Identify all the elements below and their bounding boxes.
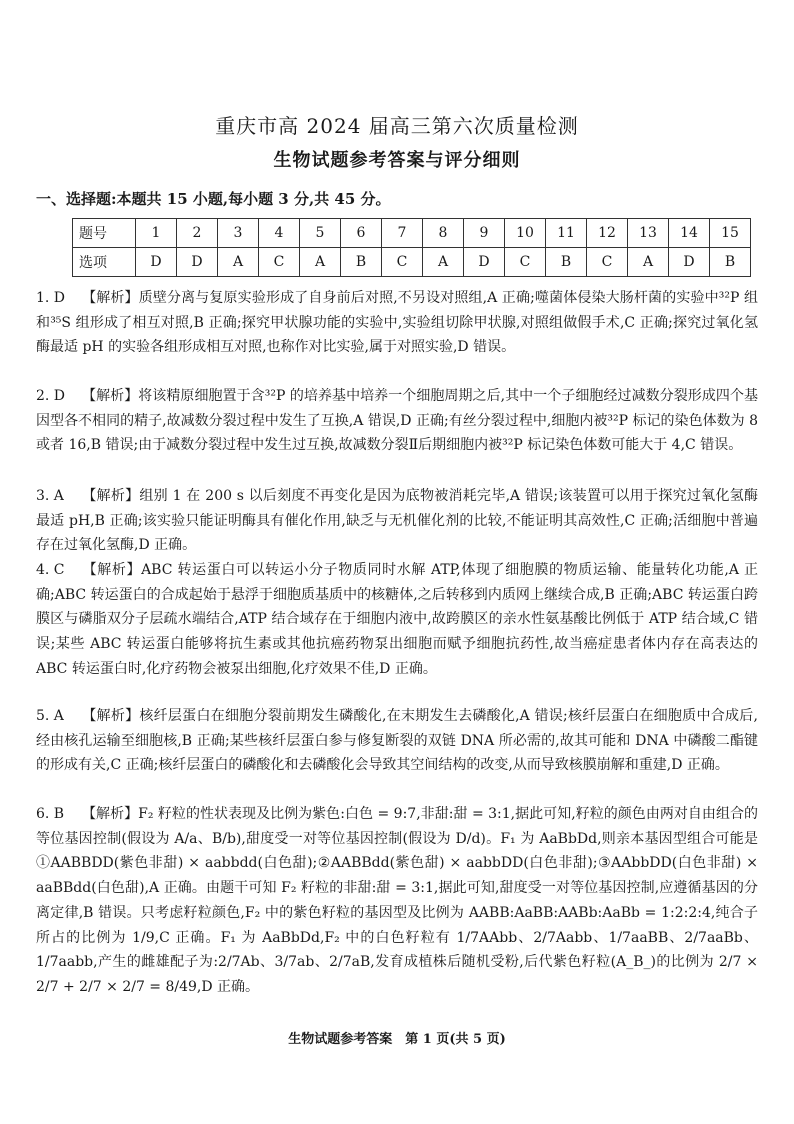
item-text: 【解析】ABC 转运蛋白可以转运小分子物质同时水解 ATP,体现了细胞膜的物质运输、能量转化功能,A 正确;ABC 转运蛋白的合成起始于悬浮于细胞质基质中的核糖体,之后转移到内质网上继续合成,B 正确;ABC 转运蛋白跨膜区与磷脂双分子层疏水端结合,ATP 结合域存在于细胞内液中,故跨膜区的亲水性氨基酸比例低于 ATP 结合域,C 错误;某些 ABC 转运蛋白能够将抗生素或其他抗癌药物泵出细胞而赋予细胞抗药性,故当癌症患者体内存在高表达的 ABC 转运蛋白时,化疗药物会被泵出细胞,化疗效果不佳,D 正确。: [36, 562, 758, 677]
question-number: 13: [628, 219, 669, 248]
answer-option: C: [505, 248, 546, 277]
explanation-item: [36, 484, 758, 558]
question-number: 10: [505, 219, 546, 248]
answer-option: A: [628, 248, 669, 277]
answer-option: A: [218, 248, 259, 277]
page-subtitle: 生物试题参考答案与评分细则: [273, 150, 521, 171]
answer-option: B: [710, 248, 751, 277]
item-text: 【解析】核纤层蛋白在细胞分裂前期发生磷酸化,在末期发生去磷酸化,A 错误;核纤层蛋白在细胞质中合成后,经由核孔运输至细胞核,B 正确;某些核纤层蛋白参与修复断裂的双链 DNA 所必需的,故其可能和 DNA 中磷酸二酯键的形成有关,C 正确;核纤层蛋白的磷酸化和去磷酸化会导致其空间结构的改变,从而导致核膜崩解和重建,D 正确。: [36, 708, 758, 774]
answer-option: A: [300, 248, 341, 277]
answer-option: B: [546, 248, 587, 277]
item-number: 5. A: [36, 708, 64, 724]
question-number: 1: [136, 219, 177, 248]
item-text: 【解析】质壁分离与复原实验形成了自身前后对照,不另设对照组,A 正确;噬菌体侵染大肠杆菌的实验中³²P 组和³⁵S 组形成了相互对照,B 正确;探究甲状腺功能的实验中,实验组切除甲状腺,对照组做假手术,C 正确;探究过氧化氢酶最适 pH 的实验各组形成相互对照,也称作对比实验,属于对照实验,D 错误。: [36, 290, 758, 356]
item-text: 【解析】组别 1 在 200 s 以后刻度不再变化是因为底物被消耗完毕,A 错误;该装置可以用于探究过氧化氢酶最适 pH,B 正确;该实验只能证明酶具有催化作用,缺乏与无机催化剂的比较,不能证明其高效性,C 正确;活细胞中普遍存在过氧化氢酶,D 正确。: [36, 488, 758, 554]
explanation-item: [36, 558, 758, 682]
explanation-item: [36, 802, 758, 1000]
item-number: 2. D: [36, 388, 66, 404]
question-number: 8: [423, 219, 464, 248]
answer-option: A: [423, 248, 464, 277]
question-number: 2: [177, 219, 218, 248]
answer-table-option-row: [73, 248, 751, 277]
item-number: 4. C: [36, 562, 65, 578]
question-number: 3: [218, 219, 259, 248]
row-label-number: 题号: [73, 219, 136, 248]
answer-option: B: [341, 248, 382, 277]
section-heading: 一、选择题:本题共 15 小题,每小题 3 分,共 45 分。: [36, 190, 391, 208]
question-number: 15: [710, 219, 751, 248]
question-number: 9: [464, 219, 505, 248]
item-number: 6. B: [36, 806, 65, 822]
item-text: 【解析】F₂ 籽粒的性状表现及比例为紫色:白色 = 9:7,非甜:甜 = 3:1,据此可知,籽粒的颜色由两对自由组合的等位基因控制(假设为 A/a、B/b),甜度受一对等位基因控制(假设为 D/d)。F₁ 为 AaBbDd,则亲本基因型组合可能是①AABBDD(紫色非甜) × aabbdd(白色甜);②AABBdd(紫色甜) × aabbDD(白色非甜);③AAbbDD(白色非甜) × aaBBdd(白色甜),A 正确。由题干可知 F₂ 籽粒的非甜:甜 = 3:1,据此可知,甜度受一对等位基因控制,应遵循基因的分离定律,B 错误。只考虑籽粒颜色,F₂ 中的紫色籽粒的基因型及比例为 AABB:AaBB:AABb:AaBb = 1:2:2:4,纯合子所占的比例为 1/9,C 正确。F₁ 为 AaBbDd,F₂ 中的白色籽粒有 1/7AAbb、2/7Aabb、1/7aaBB、2/7aaBb、1/7aabb,产生的雌雄配子为:2/7Ab、3/7ab、2/7aB,发育成植株后随机受粉,后代紫色籽粒(A_B_)的比例为 2/7 × 2/7 + 2/7 × 2/7 = 8/49,D 正确。: [36, 806, 758, 995]
page-title: 重庆市高 2024 届高三第六次质量检测: [215, 114, 579, 138]
question-number: 4: [259, 219, 300, 248]
answer-option: C: [382, 248, 423, 277]
page-footer: 生物试题参考答案 第 1 页(共 5 页): [288, 1032, 506, 1047]
answer-option: D: [669, 248, 710, 277]
item-text: 【解析】将该精原细胞置于含³²P 的培养基中培养一个细胞周期之后,其中一个子细胞经过减数分裂形成四个基因型各不相同的精子,故减数分裂过程中发生了互换,A 错误,D 正确;有丝分裂过程中,细胞内被³²P 标记的染色体数为 8 或者 16,B 错误;由于减数分裂过程中发生过互换,故减数分裂Ⅱ后期细胞内被³²P 标记染色体数可能大于 4,C 错误。: [36, 388, 758, 454]
answer-option: C: [587, 248, 628, 277]
item-number: 1. D: [36, 290, 66, 306]
answer-option: D: [136, 248, 177, 277]
question-number: 11: [546, 219, 587, 248]
question-number: 6: [341, 219, 382, 248]
question-number: 7: [382, 219, 423, 248]
answer-option: C: [259, 248, 300, 277]
row-label-option: 选项: [73, 248, 136, 277]
question-number: 14: [669, 219, 710, 248]
explanation-item: [36, 384, 758, 458]
question-number: 5: [300, 219, 341, 248]
answer-table: [72, 218, 751, 277]
explanation-item: [36, 286, 758, 360]
answer-option: D: [464, 248, 505, 277]
item-number: 3. A: [36, 488, 64, 504]
answer-option: D: [177, 248, 218, 277]
answer-table-number-row: [73, 219, 751, 248]
question-number: 12: [587, 219, 628, 248]
explanation-item: [36, 704, 758, 778]
